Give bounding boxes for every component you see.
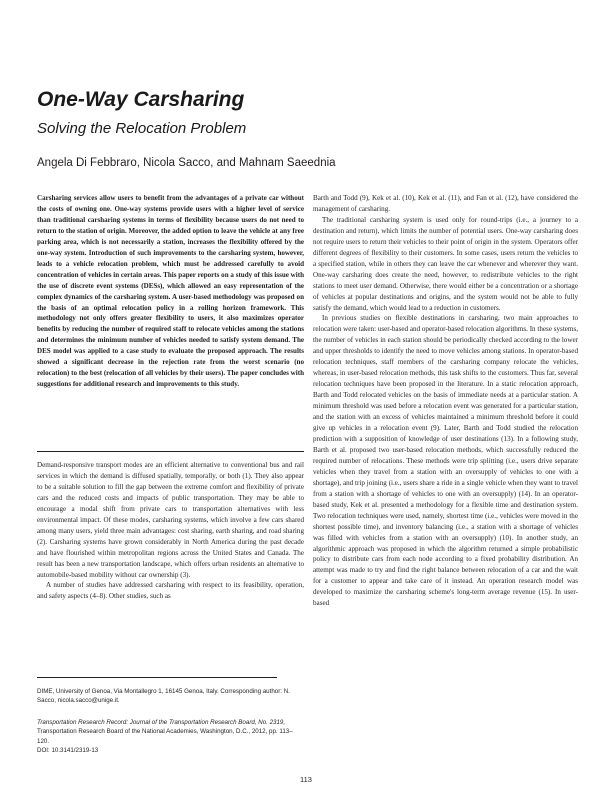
page-number: 113 xyxy=(300,775,312,784)
footnote-divider xyxy=(37,677,277,678)
doi: DOI: 10.3141/2319-13 xyxy=(37,746,99,754)
body-right-column xyxy=(313,193,578,737)
body-paragraph: In previous studies on flexible destinations in carsharing, two main approaches to relocation were taken: user-based and operator-based relocation algorithms. In these systems, the number of vehicles in each station should be periodically checked according to the lower and upper thresholds to identify the need to move vehicles among stations. In operator-based relocation techniques, staff members of the carsharing company relocate the vehicles, whereas, in user-based relocation methods, this task shifts to the customers. Thus far, several relocation techniques have been proposed in the literature. In a static relocation approach, Barth and Todd relocated vehicles on the basis of immediate needs at a particular station. A minimum threshold was used before a relocation event was generated for a particular station, and the station with an excess of vehicles maintained a minimum threshold before it could give up vehicles in a relocation event (9). Later, Barth and Todd studied the relocation prediction with a supposition of knowledge of user destinations (13). In a following study, Barth et al. proposed two user-based relocation methods, which successfully reduced the required number of relocations. These methods were trip splitting (i.e., users drive separate vehicles when they travel from a station with an oversupply of vehicles to one with a shortage), and trip joining (i.e., users share a ride in a single vehicle when they want to travel from a station with a shortage of vehicles to one with an oversupply) (14). In an operator-based study, Kek et al. presented a methodology for a flexible time and destination system. Two relocation techniques were used, namely, shortest time (i.e., vehicles were moved in the shortest possible time), and inventory balancing (i.e., a station with a shortage of vehicles was filled with vehicles from a station with an oversupply) (10). In another study, an algorithmic approach was proposed in which the algorithm returned a simple probabilistic policy to distribute cars from each node according to a fixed probability distribution. An attempt was made to try and find the right balance between relocation of a car and the wait for a customer to appear and take care of it instead. An operation research model was developed to maximize the carsharing scheme's long-term average revenue (15). In user-based xyxy=(313,314,578,608)
body-left-column xyxy=(37,460,304,667)
journal-details: Transportation Research Board of the National Academies, Washington, D.C., 2012, pp. 113–120. xyxy=(37,728,293,745)
author-list: Angela Di Febbraro, Nicola Sacco, and Mahnam Saeednia xyxy=(37,157,336,169)
abstract-divider xyxy=(37,451,304,452)
journal-citation xyxy=(37,718,304,755)
body-paragraph: A number of studies have addressed carsharing with respect to its feasibility, operation, and safety aspects (4–8). Other studies, such as xyxy=(37,581,304,601)
author-affiliation: DIME, University of Genoa, Via Montallegro 1, 16145 Genoa, Italy. Corresponding author: N. Sacco, nicola.sacco@unige.it. xyxy=(37,688,290,705)
body-paragraph: Barth and Todd (9), Kek et al. (10), Kek et al. (11), and Fan et al. (12), have considered the management of carsharing. xyxy=(313,194,578,213)
abstract-text: Carsharing services allow users to benefit from the advantages of a private car without the costs of owning one. One-way systems provide users with a higher level of service than traditional carsharing systems in terms of flexibility because users do not need to return to the station of origin. Moreover, the added option to leave the vehicle at any free parking area, which is not necessarily a station, increases the flexibility offered by the one-way system. Introduction of such improvements to the carsharing system, however, leads to a vehicle relocation problem, which must be addressed carefully to avoid concentration of vehicles in certain areas. This paper reports on a study of this issue with the use of discrete event systems (DESs), which allowed an easy representation of the complex dynamics of the carsharing system. A user-based methodology was proposed on the basis of an optimal relocation policy in a rolling horizon framework. This methodology not only offers greater flexibility to users, it also maximizes operator benefits by reducing the number of required staff to relocate vehicles among the stations and determines the minimum number of vehicles needed to satisfy system demand. The DES model was applied to a case study to evaluate the proposed approach. The results showed a significant decrease in the rejection rate from the worst scenario (no relocation) to the best (relocation of all vehicles by their users). The paper concludes with suggestions for additional research and improvements to this study. xyxy=(37,194,304,389)
journal-name: Transportation Research Record: Journal of the Transportation Research Board, No. 2319, xyxy=(37,719,286,726)
body-paragraph: Demand-responsive transport modes are an efficient alternative to conventional bus and rail services in which the demand is diffused spatially, temporally, or both (1). They also appear to be a suitable solution to fill the gap between the extreme comfort and flexibility of private cars and the reduced costs and impacts of public transportation. They may be able to encourage a modal shift from private cars to transportation alternatives with less environmental impact. Of these modes, carsharing systems, which involve a few cars shared among many users, yield three main advantages: cost sharing, earth sharing, and road sharing (2). Carsharing systems have grown considerably in North America during the past decade and have flourished within metropolitan regions across the United States and Canada. The result has been a new transportation landscape, which offers urban residents an alternative to automobile-based mobility without car ownership (3). xyxy=(37,461,304,579)
body-paragraph: The traditional carsharing system is used only for round-trips (i.e., a journey to a destination and return), which limits the number of potential users. One-way carsharing does not require users to return their vehicles to their point of origin in the system. Operators offer different degrees of flexibility to their customers. In some cases, users return the vehicles to a specified station, while in others they can leave the car whenever and wherever they want. One-way carsharing does create the need, however, to redistribute vehicles to the right stations to meet user demand. Otherwise, there would either be a concentration or a shortage of vehicles at popular destinations and origins, and the system would not be able to fully satisfy the demand, which would lead to a reduction in customers. xyxy=(313,215,578,312)
paper-title: One-Way Carsharing xyxy=(37,88,245,111)
paper-subtitle: Solving the Relocation Problem xyxy=(37,120,247,137)
abstract xyxy=(37,193,304,445)
